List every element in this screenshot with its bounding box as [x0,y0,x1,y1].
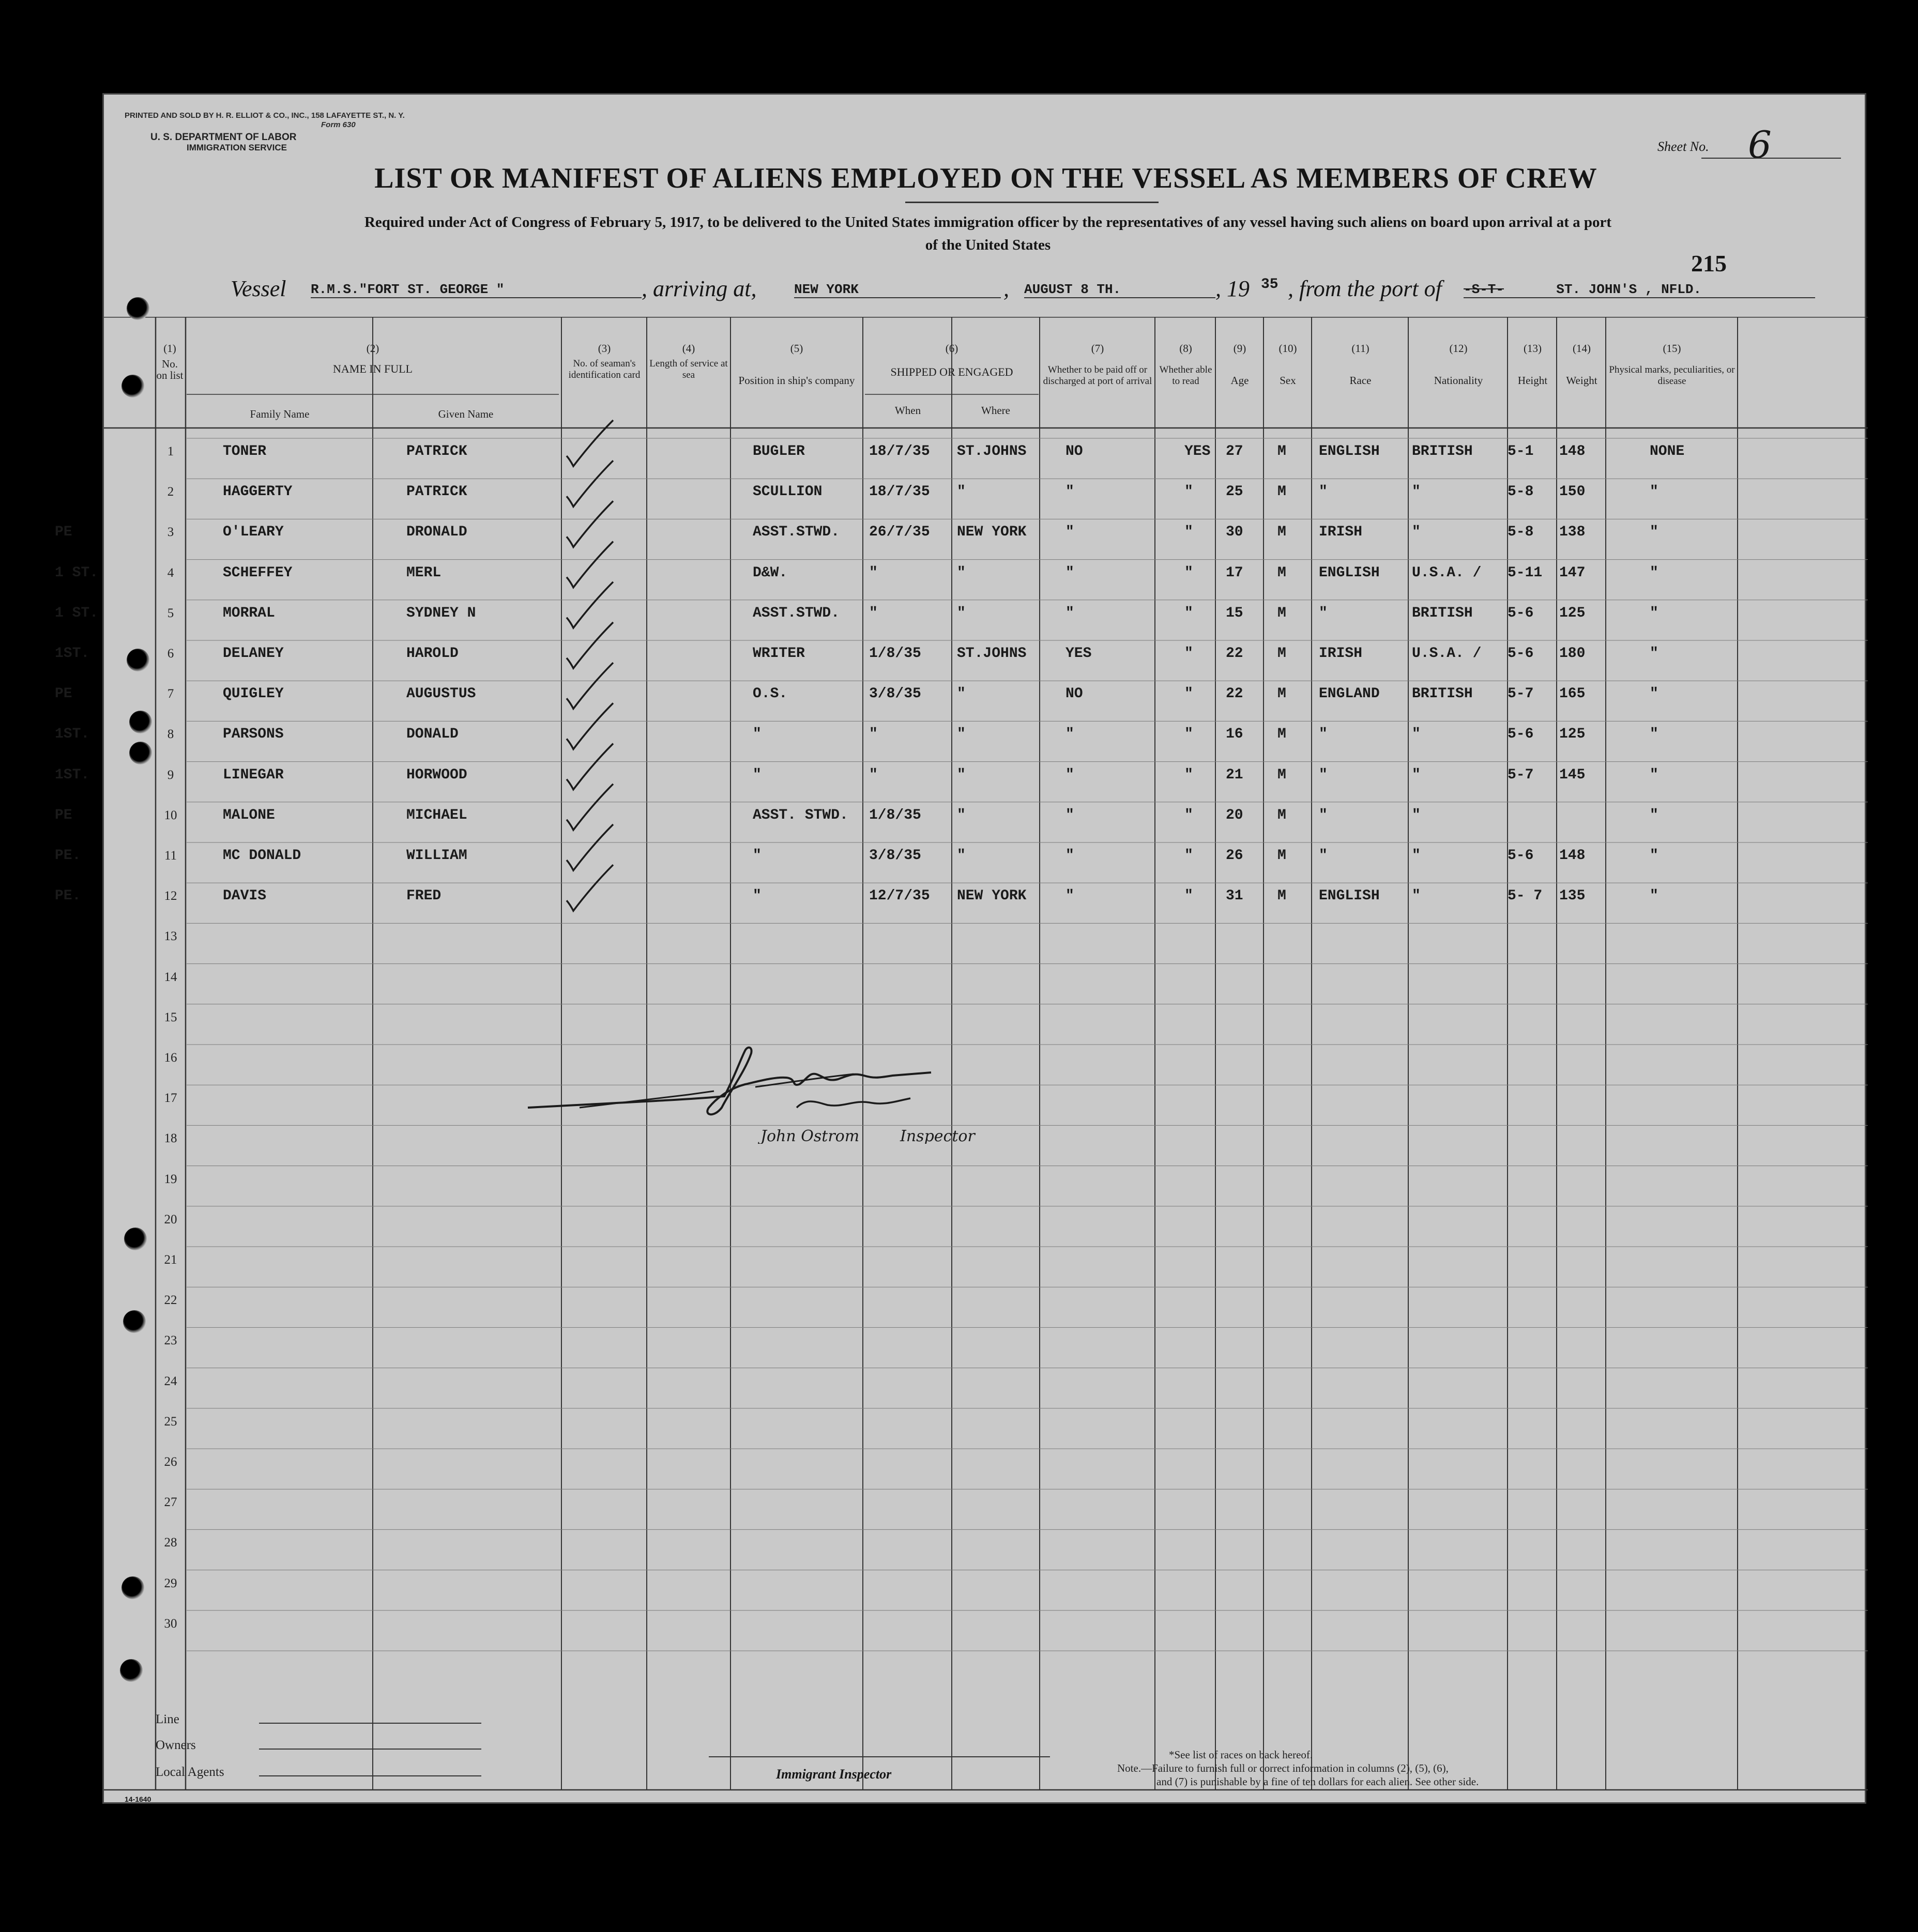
cell-given: PATRICK [406,484,467,500]
margin-annotation: 1ST. [55,726,90,743]
row-number: 13 [164,929,177,944]
cell-where: " [957,766,966,783]
col2-given-head: Given Name [438,408,494,420]
signature-name: John Ostrom [760,1127,860,1144]
col8-head: (8) Whether able to read [1159,342,1212,387]
cell-position: ASST.STWD. [753,605,840,621]
immigrant-inspector-label: Immigrant Inspector [776,1767,892,1782]
cell-age: 17 [1226,564,1243,581]
cell-age: 30 [1226,524,1243,541]
cell-nat: " [1412,726,1421,743]
col11-head: (11) Race [1349,342,1372,387]
cell-weight: 138 [1559,524,1586,541]
footer-agents-label: Local Agents [156,1765,224,1779]
cell-weight: 150 [1559,484,1586,500]
footer-line-label: Line [156,1712,179,1726]
row-number: 26 [164,1455,177,1469]
cell-height: 5- 7 [1508,888,1543,904]
cell-height: 5-11 [1508,564,1543,581]
margin-annotation: PE [55,524,72,541]
cell-weight: 165 [1559,686,1586,702]
cell-when: " [869,564,878,581]
manifest-sheet: PRINTED AND SOLD BY H. R. ELLIOT & CO., INC., 158 LAFAYETTE ST., N. Y. Form 630 U. S. DEPARTMENT OF LABOR IMMIGRATION SERVICE Sheet No. 6 LIST OR MANIFEST OF ALIENS EMPLOYED ON THE VESSEL AS MEMBERS OF CREW Required under Act of Congress of February 5, 1917, to be delivered to the United States immigration officer by the representatives of any vessel having such aliens on board upon arrival at a port of the United States 215 Vessel R.M.S."FORT ST. GEORGE " , arriving at, NEW YORK , AUGUST 8 TH. , 19 35 , from the port of -S-T- ST. JOHN'S , NFLD. (1) No. on list (2) NAME IN FULL Family Name Given Name (3) No. of seaman's identification card (4) Length of service at sea (5) Position in ship's company (6) SHIPPED OR ENGAGED When Where (7) Whether to be paid off or discharged at port of arrival (8) Whether able to read (9) Age (10) Sex (11) Race (12) Nationality (13) Height (14) Weight (15) Physical marks, peculiarities, or disease 1 TONER PATRICK BUGLER 18/7/35 ST.JOHNS NO YES 27 M ENGLISH BRITISH 5-1 148 NONE 2 HAGGERTY PATRICK SCULLION 18/7/35 " " " 25 M " " 5-8 150 " 3 PE O'LEARY DRONALD ASST.STWD. 26/7/35 NEW YORK " " 30 M IRISH " 5-8 138 " 4 1 ST. SCHEFFEY MERL D&W. " " " " 17 M ENGLISH U.S.A. / 5-11 147 " 5 1 ST. MORRAL SYDNEY N ASST.STWD. " " " " 15 M " BRITISH 5-6 125 " 6 1ST. DELANEY HAROLD WRITER 1/8/35 ST.JOHNS YES " 22 M IRISH U.S.A. / 5-6 180 " 7 PE QUIGLEY AUGUSTUS O.S. 3/8/35 " NO " 22 M ENGLAND BRITISH 5-7 165 " 8 1ST. PARSONS DONALD " " " " " 16 M " " 5-6 125 " 9 1ST. LINEGAR HORWOOD " " " " " 21 M " " 5-7 145 " 10 PE MALONE MICHAEL ASST. STWD. 1/8/35 " " " 20 M " " " 11 PE. MC DONALD WILLIAM " 3/8/35 " " " 26 M " " 5-6 148 " 12 PE. DAVIS FRED " 12/7/35 NEW YORK " " 31 M ENGLISH " 5- 7 135 " 13 14 15 16 17 18 19 20 21 22 23 24 25 26 27 28 29 30 John Ostrom Inspector Line Owners Local Agents 14-1640 Immigrant Inspector *See list of races on back hereof. Note.—Failure to furnish full or correct information in columns (2), (5), (6), and (7) is punishable by a fine of ten dollars for each alien. See other side. [102,93,1866,1804]
cell-where: " [957,726,966,743]
row-number: 21 [164,1253,177,1267]
cell-position: " [753,766,762,783]
cell-sex: M [1277,726,1286,743]
cell-paid: " [1065,807,1074,823]
cell-position: ASST. STWD. [753,807,848,823]
cell-paid: " [1065,726,1074,743]
cell-nat: " [1412,766,1421,783]
row-number: 24 [164,1374,177,1388]
cell-when: " [869,766,878,783]
cell-race: IRISH [1319,524,1363,541]
punch-hole [129,742,152,764]
cell-position: WRITER [753,646,805,662]
fine-note-1: Note.—Failure to furnish full or correct information in columns (2), (5), (6), [1117,1762,1449,1774]
cell-where: " [957,605,966,621]
punch-hole [124,1228,147,1250]
row-number: 5 [167,606,174,620]
cell-height: 5-7 [1508,766,1534,783]
cell-race: " [1319,726,1328,743]
row-number: 1 [167,444,174,458]
cell-sex: M [1277,484,1286,500]
cell-position: " [753,726,762,743]
col13-head: (13) Height [1517,342,1548,387]
cell-when: " [869,726,878,743]
punch-hole [121,1576,144,1599]
col6-head: (6) SHIPPED OR ENGAGED [890,342,1013,378]
row-number: 6 [167,647,174,661]
cell-height: 5-6 [1508,646,1534,662]
check-mark-icon [567,420,613,466]
cell-age: 15 [1226,605,1243,621]
cell-race: " [1319,807,1328,823]
cell-where: ST.JOHNS [957,443,1027,459]
check-mark-icon [567,784,613,830]
stamp-number: 215 [1691,250,1727,277]
cell-weight: 125 [1559,605,1586,621]
row-number: 2 [167,485,174,499]
sheet-number-rule [1701,158,1841,159]
cell-marks: " [1650,484,1658,500]
row-number: 9 [167,768,174,782]
cell-nat: " [1412,848,1421,864]
cell-sex: M [1277,848,1286,864]
cell-position: BUGLER [753,443,805,459]
punch-hole [127,297,149,320]
cell-read: " [1184,605,1193,621]
col6-where-head: Where [981,404,1010,417]
cell-marks: NONE [1650,443,1685,459]
from-port [1464,282,1815,298]
cell-when: 3/8/35 [869,686,921,702]
cell-family: MC DONALD [223,848,301,864]
cell-given: MICHAEL [406,807,467,823]
cell-given: FRED [406,888,442,904]
punch-hole [120,1659,143,1682]
cell-family: SCHEFFEY [223,564,293,581]
margin-annotation: PE [55,686,72,702]
cell-race: " [1319,766,1328,783]
cell-marks: " [1650,524,1658,541]
form-code: 14-1640 [125,1795,151,1803]
col2-family-head: Family Name [250,408,310,420]
cell-paid: " [1065,484,1074,500]
cell-family: DAVIS [223,888,267,904]
check-mark-icon [567,622,613,668]
check-mark-icon [567,542,613,588]
cell-when: " [869,605,878,621]
cell-race: ENGLISH [1319,443,1380,459]
cell-age: 20 [1226,807,1243,823]
cell-age: 26 [1226,848,1243,864]
cell-read: " [1184,848,1193,864]
cell-where: " [957,848,966,864]
cell-read: YES [1184,443,1211,459]
sheet-number-label: Sheet No. [1657,139,1709,154]
vessel-label: Vessel [231,276,286,301]
cell-position: ASST.STWD. [753,524,840,541]
year-suffix: 35 [1261,277,1278,293]
cell-nat: " [1412,484,1421,500]
cell-position: D&W. [753,564,788,581]
row-number: 17 [164,1091,177,1106]
col9-head: (9) Age [1230,342,1249,387]
check-mark-icon [567,501,613,547]
from-port-value: ST. JOHN'S , NFLD. [1556,282,1702,297]
cell-age: 22 [1226,646,1243,662]
col3-head: (3) No. of seaman's identification card [568,342,641,380]
crew-table [55,317,1868,1795]
cell-when: 1/8/35 [869,646,921,662]
cell-marks: " [1650,646,1658,662]
cell-sex: M [1277,605,1286,621]
row-number: 25 [164,1414,177,1429]
cell-age: 22 [1226,686,1243,702]
cell-race: ENGLISH [1319,888,1380,904]
cell-read: " [1184,646,1193,662]
margin-annotation: 1ST. [55,766,90,783]
col7-head: (7) Whether to be paid off or discharged at port of arrival [1043,342,1152,387]
year-prefix: , 19 [1215,276,1250,301]
punch-hole [123,1310,146,1333]
cell-family: DELANEY [223,646,284,662]
row-number: 19 [164,1172,177,1186]
cell-nat: U.S.A. / [1412,646,1482,662]
cell-age: 21 [1226,766,1243,783]
cell-paid: NO [1065,686,1083,702]
cell-read: " [1184,766,1193,783]
row-number: 27 [164,1495,177,1510]
cell-sex: M [1277,686,1286,702]
margin-annotation: 1ST. [55,646,90,662]
check-mark-icon [567,461,613,507]
cell-nat: " [1412,524,1421,541]
cell-given: AUGUSTUS [406,686,476,702]
col5-head: (5) Position in ship's company [738,342,855,387]
cell-height: 5-7 [1508,686,1534,702]
row-number: 30 [164,1616,177,1631]
cell-paid: " [1065,524,1074,541]
cell-read: " [1184,726,1193,743]
cell-nat: U.S.A. / [1412,564,1482,581]
margin-annotation: PE [55,807,72,823]
cell-when: 3/8/35 [869,848,921,864]
cell-weight: 145 [1559,766,1586,783]
cell-height: 5-6 [1508,605,1534,621]
cell-age: 27 [1226,443,1243,459]
page-title: LIST OR MANIFEST OF ALIENS EMPLOYED ON THE VESSEL AS MEMBERS OF CREW [374,162,1597,194]
cell-sex: M [1277,524,1286,541]
row-number: 15 [164,1010,177,1024]
service: IMMIGRATION SERVICE [187,143,287,152]
race-note: *See list of races on back hereof. [1169,1749,1313,1761]
check-mark-icon [567,582,613,628]
cell-where: " [957,484,966,500]
form-number: Form 630 [321,120,356,129]
cell-sex: M [1277,807,1286,823]
cell-family: LINEGAR [223,766,284,783]
cell-marks: " [1650,726,1658,743]
cell-race: IRISH [1319,646,1363,662]
cell-marks: " [1650,888,1658,904]
printer-line: PRINTED AND SOLD BY H. R. ELLIOT & CO., INC., 158 LAFAYETTE ST., N. Y. [125,111,405,120]
signature-title: Inspector [900,1127,975,1144]
cell-sex: M [1277,443,1286,459]
check-mark-icon [567,663,613,709]
cell-sex: M [1277,646,1286,662]
cell-family: HAGGERTY [223,484,293,500]
row-number: 28 [164,1536,177,1550]
cell-marks: " [1650,564,1658,581]
cell-given: WILLIAM [406,848,467,864]
arriving-label: , arriving at, [642,276,757,301]
cell-weight: 147 [1559,564,1586,581]
footer-owners-label: Owners [156,1738,196,1752]
cell-when: 1/8/35 [869,807,921,823]
vessel-name: R.M.S."FORT ST. GEORGE " [311,282,642,298]
cell-age: 16 [1226,726,1243,743]
row-number: 20 [164,1212,177,1226]
punch-hole [121,375,144,397]
row-number: 4 [167,565,174,580]
subtitle-line-2: of the United States [925,237,1051,253]
cell-when: 26/7/35 [869,524,930,541]
arriving-port: NEW YORK [794,282,1001,298]
from-port-struck: -S-T- [1464,282,1504,297]
cell-sex: M [1277,564,1286,581]
cell-marks: " [1650,807,1658,823]
cell-position: " [753,848,762,864]
row-number: 3 [167,525,174,540]
department: U. S. DEPARTMENT OF LABOR [150,132,297,143]
title-rule [905,202,1159,203]
check-mark-icon [567,744,613,790]
cell-race: " [1319,848,1328,864]
cell-race: " [1319,484,1328,500]
cell-nat: " [1412,888,1421,904]
cell-weight: 135 [1559,888,1586,904]
cell-family: O'LEARY [223,524,284,541]
cell-nat: " [1412,807,1421,823]
cell-height: 5-6 [1508,726,1534,743]
cell-sex: M [1277,766,1286,783]
cell-height: 5-6 [1508,848,1534,864]
inspector-signature [517,1030,1034,1144]
cell-paid: YES [1065,646,1092,662]
cell-family: MORRAL [223,605,275,621]
cell-paid: " [1065,564,1074,581]
cell-read: " [1184,484,1193,500]
margin-annotation: 1 ST. [55,564,99,581]
fine-note-2: and (7) is punishable by a fine of ten dollars for each alien. See other side. [1156,1775,1479,1788]
cell-where: NEW YORK [957,888,1027,904]
cell-height: 5-8 [1508,484,1534,500]
cell-where: ST.JOHNS [957,646,1027,662]
col6-when-head: When [894,404,921,417]
cell-read: " [1184,888,1193,904]
cell-read: " [1184,686,1193,702]
sheet-number-value: 6 [1748,123,1772,166]
col4-head: (4) Length of service at sea [649,342,728,380]
cell-position: O.S. [753,686,788,702]
margin-annotation: PE. [55,848,81,864]
cell-given: DRONALD [406,524,467,541]
arrival-date: AUGUST 8 TH. [1024,282,1215,298]
cell-family: MALONE [223,807,275,823]
cell-race: " [1319,605,1328,621]
cell-marks: " [1650,848,1658,864]
cell-weight: 148 [1559,848,1586,864]
cell-sex: M [1277,888,1286,904]
cell-paid: " [1065,605,1074,621]
cell-family: PARSONS [223,726,284,743]
row-number: 8 [167,727,174,742]
row-number: 7 [167,687,174,701]
cell-weight: 125 [1559,726,1586,743]
cell-height: 5-1 [1508,443,1534,459]
cell-height: 5-8 [1508,524,1534,541]
row-number: 12 [164,889,177,903]
row-number: 18 [164,1131,177,1146]
cell-read: " [1184,564,1193,581]
cell-given: MERL [406,564,442,581]
cell-where: " [957,564,966,581]
row-number: 23 [164,1333,177,1348]
cell-paid: " [1065,888,1074,904]
row-number: 22 [164,1293,177,1308]
subtitle [218,211,1758,256]
cell-weight: 148 [1559,443,1586,459]
cell-where: " [957,686,966,702]
cell-marks: " [1650,766,1658,783]
subtitle-line-1: Required under Act of Congress of February 5, 1917, to be delivered to the United States immigration officer by the representatives of any vessel having such aliens on board upon arrival at a port [364,214,1612,231]
cell-given: PATRICK [406,443,467,459]
cell-marks: " [1650,605,1658,621]
cell-family: TONER [223,443,267,459]
cell-given: DONALD [406,726,459,743]
cell-nat: BRITISH [1412,605,1473,621]
col12-head: (12) Nationality [1434,342,1483,387]
cell-when: 18/7/35 [869,443,930,459]
check-mark-icon [567,703,613,749]
cell-given: HAROLD [406,646,459,662]
cell-where: " [957,807,966,823]
col1-head: (1) No. on list [156,342,184,381]
col14-head: (14) Weight [1566,342,1597,387]
margin-annotation: 1 ST. [55,605,99,621]
cell-paid: NO [1065,443,1083,459]
punch-hole [127,649,149,671]
cell-marks: " [1650,686,1658,702]
cell-read: " [1184,807,1193,823]
row-number: 11 [164,849,177,863]
col2-head: (2) NAME IN FULL [333,342,413,375]
col15-head: (15) Physical marks, peculiarities, or disease [1609,342,1735,387]
cell-given: HORWOOD [406,766,467,783]
cell-position: SCULLION [753,484,823,500]
cell-when: 18/7/35 [869,484,930,500]
cell-nat: BRITISH [1412,443,1473,459]
row-number: 14 [164,970,177,984]
cell-when: 12/7/35 [869,888,930,904]
cell-paid: " [1065,848,1074,864]
cell-weight: 180 [1559,646,1586,662]
punch-hole [129,711,152,733]
cell-race: ENGLISH [1319,564,1380,581]
cell-race: ENGLAND [1319,686,1380,702]
cell-nat: BRITISH [1412,686,1473,702]
from-port-label: , from the port of [1288,276,1442,301]
row-number: 16 [164,1051,177,1065]
check-mark-icon [567,865,613,911]
cell-age: 25 [1226,484,1243,500]
cell-given: SYDNEY N [406,605,476,621]
row-number: 10 [164,808,177,822]
cell-age: 31 [1226,888,1243,904]
col10-head: (10) Sex [1278,342,1297,387]
cell-paid: " [1065,766,1074,783]
margin-annotation: PE. [55,888,81,904]
cell-family: QUIGLEY [223,686,284,702]
cell-position: " [753,888,762,904]
cell-where: NEW YORK [957,524,1027,541]
check-mark-icon [567,824,613,870]
row-number: 29 [164,1576,177,1590]
cell-read: " [1184,524,1193,541]
